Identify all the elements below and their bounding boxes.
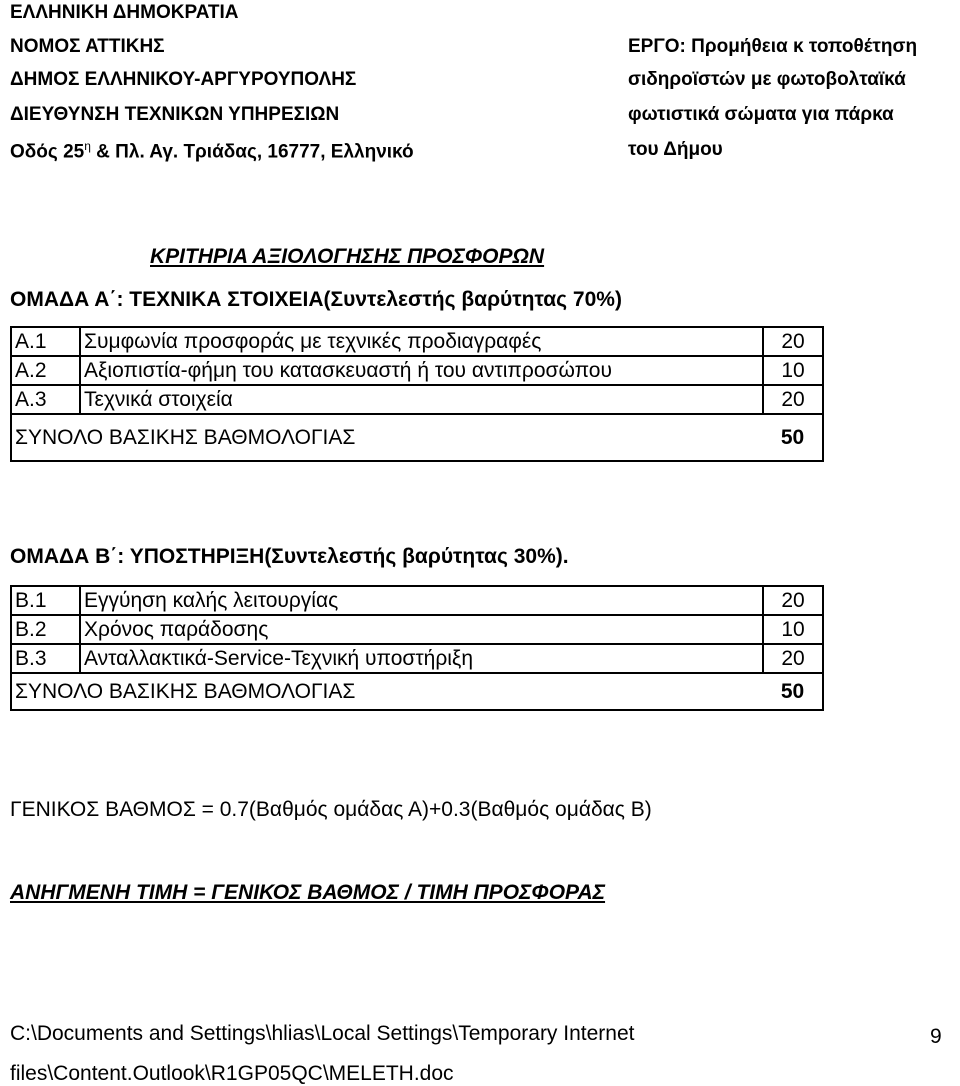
header-right-line-2: σιδηροϊστών με φωτοβολταϊκά — [628, 69, 906, 90]
row-score: 20 — [763, 385, 823, 414]
row-description: Χρόνος παράδοσης — [80, 615, 763, 644]
total-label: ΣΥΝΟΛΟ ΒΑΣΙΚΗΣ ΒΑΘΜΟΛΟΓΙΑΣ — [11, 414, 763, 461]
total-score: 50 — [763, 414, 823, 461]
table-row — [11, 615, 823, 644]
row-code: Α.3 — [11, 385, 80, 414]
row-score: 20 — [763, 644, 823, 673]
address-prefix: Οδός 25 — [10, 141, 85, 163]
row-code: Β.2 — [11, 615, 80, 644]
row-score: 10 — [763, 615, 823, 644]
total-label: ΣΥΝΟΛΟ ΒΑΣΙΚΗΣ ΒΑΘΜΟΛΟΓΙΑΣ — [11, 673, 763, 710]
row-description: Ανταλλακτικά-Service-Τεχνική υποστήριξη — [80, 644, 763, 673]
header-left-line-1: ΕΛΛΗΝΙΚΗ ΔΗΜΟΚΡΑΤΙΑ — [10, 2, 239, 23]
row-code: Α.2 — [11, 356, 80, 385]
group-a-table — [10, 326, 824, 462]
group-a-heading: ΟΜΑΔΑ Α΄: ΤΕΧΝΙΚΑ ΣΤΟΙΧΕΙΑ(Συντελεστής βαρύτητας 70%) — [10, 288, 622, 311]
header-left-line-4: ΔΙΕΥΘΥΝΣΗ ΤΕΧΝΙΚΩΝ ΥΠΗΡΕΣΙΩΝ — [10, 104, 340, 125]
row-score: 20 — [763, 586, 823, 615]
reduced-price-formula: ΑΝΗΓΜΕΝΗ ΤΙΜΗ = ΓΕΝΙΚΟΣ ΒΑΘΜΟΣ / ΤΙΜΗ ΠΡΟΣΦΟΡΑΣ — [10, 881, 606, 904]
row-code: Β.3 — [11, 644, 80, 673]
footer-path-line-2: files\Content.Outlook\R1GP05QC\MELETH.doc — [10, 1062, 454, 1085]
row-description: Τεχνικά στοιχεία — [80, 385, 763, 414]
row-description: Αξιοπιστία-φήμη του κατασκευαστή ή του αντιπροσώπου — [80, 356, 763, 385]
footer-path-line-1: C:\Documents and Settings\hlias\Local Settings\Temporary Internet — [10, 1022, 635, 1045]
row-score: 10 — [763, 356, 823, 385]
row-score: 20 — [763, 327, 823, 356]
table-total-row — [11, 414, 823, 461]
group-b-table — [10, 585, 824, 711]
table-row — [11, 356, 823, 385]
header-left-line-2: ΝΟΜΟΣ ΑΤΤΙΚΗΣ — [10, 36, 165, 57]
table-row — [11, 385, 823, 414]
header-left-line-3: ΔΗΜΟΣ ΕΛΛΗΝΙΚΟΥ-ΑΡΓΥΡΟΥΠΟΛΗΣ — [10, 69, 357, 90]
header-right-line-1: ΕΡΓΟ: Προμήθεια κ τοποθέτηση — [628, 36, 918, 57]
page-number: 9 — [930, 1025, 942, 1048]
table-row — [11, 327, 823, 356]
group-b-heading: ΟΜΑΔΑ Β΄: ΥΠΟΣΤΗΡΙΞΗ(Συντελεστής βαρύτητας 30%). — [10, 545, 569, 568]
general-score-formula: ΓΕΝΙΚΟΣ ΒΑΘΜΟΣ = 0.7(Βαθμός ομάδας Α)+0.3(Βαθμός ομάδας Β) — [10, 798, 652, 821]
row-description: Συμφωνία προσφοράς με τεχνικές προδιαγραφές — [80, 327, 763, 356]
address-superscript: η — [84, 139, 91, 153]
table-total-row — [11, 673, 823, 710]
table-row — [11, 644, 823, 673]
table-row — [11, 586, 823, 615]
header-right-line-4: του Δήμου — [628, 139, 723, 160]
header-address — [10, 139, 414, 163]
row-description: Εγγύηση καλής λειτουργίας — [80, 586, 763, 615]
header-right-line-3: φωτιστικά σώματα για πάρκα — [628, 104, 894, 125]
address-suffix: & Πλ. Αγ. Τριάδας, 16777, Ελληνικό — [90, 141, 414, 163]
row-code: Α.1 — [11, 327, 80, 356]
document-title: ΚΡΙΤΗΡΙΑ ΑΞΙΟΛΟΓΗΣΗΣ ΠΡΟΣΦΟΡΩΝ — [150, 245, 545, 268]
total-score: 50 — [763, 673, 823, 710]
row-code: Β.1 — [11, 586, 80, 615]
